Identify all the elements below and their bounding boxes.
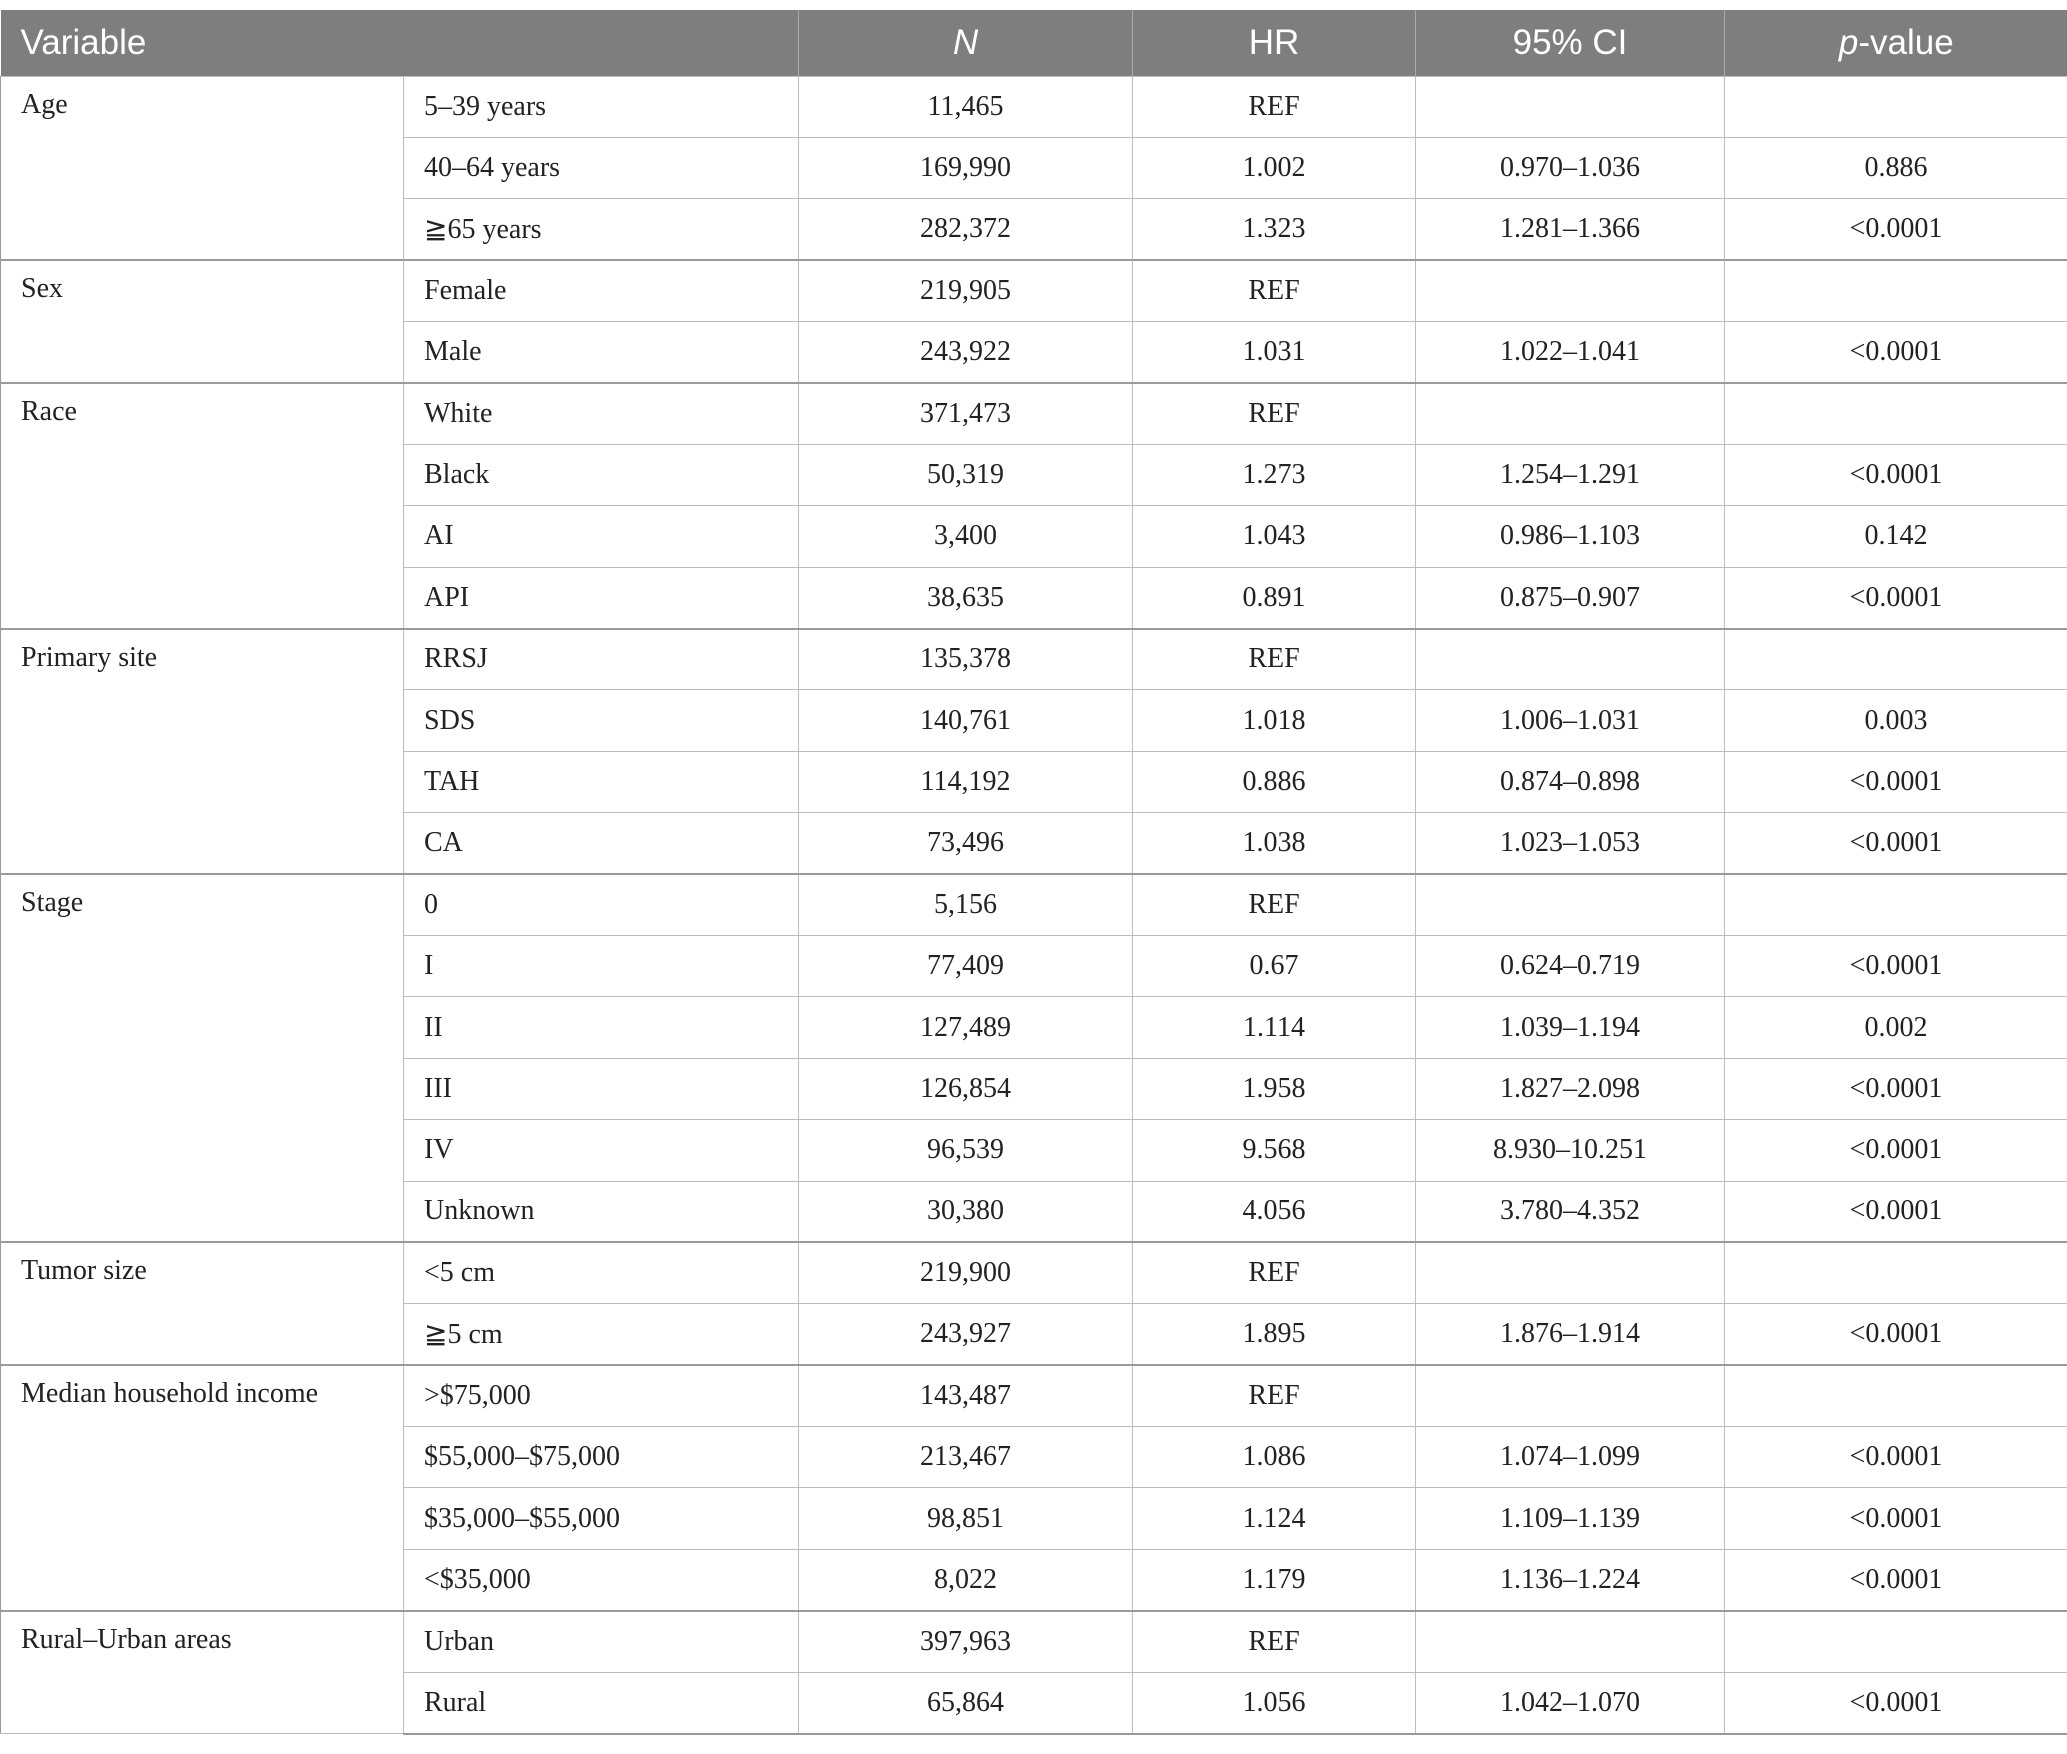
- hr-cell: 1.124: [1133, 1488, 1416, 1549]
- category-cell: Unknown: [404, 1181, 799, 1242]
- n-cell: 114,192: [799, 751, 1133, 812]
- table-row: [1, 260, 2067, 321]
- hr-cell: 1.038: [1133, 813, 1416, 874]
- ci-cell: 1.827–2.098: [1416, 1058, 1725, 1119]
- p-value-cell: <0.0001: [1725, 322, 2067, 383]
- hr-cell: 1.323: [1133, 199, 1416, 260]
- ci-cell: 1.876–1.914: [1416, 1304, 1725, 1365]
- variable-cell: Age: [1, 76, 404, 260]
- hr-cell: 0.886: [1133, 751, 1416, 812]
- category-cell: SDS: [404, 690, 799, 751]
- header-ci: 95% CI: [1416, 10, 1725, 76]
- header-n: [799, 10, 1133, 76]
- table-row: [1, 1365, 2067, 1426]
- n-cell: 3,400: [799, 506, 1133, 567]
- hr-cell: REF: [1133, 874, 1416, 935]
- ci-cell: [1416, 383, 1725, 444]
- n-cell: 77,409: [799, 935, 1133, 996]
- category-cell: <$35,000: [404, 1549, 799, 1610]
- p-value-cell: <0.0001: [1725, 935, 2067, 996]
- n-cell: 127,489: [799, 997, 1133, 1058]
- header-n-label: N: [952, 22, 979, 62]
- header-row: [1, 10, 2067, 76]
- table-row: [1, 76, 2067, 137]
- p-value-cell: [1725, 1242, 2067, 1303]
- ci-cell: [1416, 1242, 1725, 1303]
- header-p-suffix: -value: [1858, 22, 1954, 62]
- n-cell: 243,922: [799, 322, 1133, 383]
- category-cell: ≧5 cm: [404, 1304, 799, 1365]
- category-cell: ≧65 years: [404, 199, 799, 260]
- hr-cell: REF: [1133, 1242, 1416, 1303]
- hr-cell: 1.273: [1133, 444, 1416, 505]
- table-row: [1, 1242, 2067, 1303]
- category-cell: AI: [404, 506, 799, 567]
- variable-cell: Primary site: [1, 629, 404, 875]
- hr-cell: 4.056: [1133, 1181, 1416, 1242]
- header-p-value: [1725, 10, 2067, 76]
- hr-cell: 1.002: [1133, 137, 1416, 198]
- ci-cell: 0.970–1.036: [1416, 137, 1725, 198]
- p-value-cell: <0.0001: [1725, 1488, 2067, 1549]
- n-cell: 282,372: [799, 199, 1133, 260]
- hr-cell: 0.67: [1133, 935, 1416, 996]
- n-cell: 98,851: [799, 1488, 1133, 1549]
- n-cell: 135,378: [799, 629, 1133, 690]
- ci-cell: [1416, 629, 1725, 690]
- p-value-cell: <0.0001: [1725, 751, 2067, 812]
- p-value-cell: <0.0001: [1725, 1120, 2067, 1181]
- table-container: [0, 10, 2067, 1735]
- hr-cell: 9.568: [1133, 1120, 1416, 1181]
- n-cell: 219,900: [799, 1242, 1133, 1303]
- table-body: [1, 76, 2067, 1734]
- category-cell: $35,000–$55,000: [404, 1488, 799, 1549]
- n-cell: 8,022: [799, 1549, 1133, 1610]
- category-cell: TAH: [404, 751, 799, 812]
- n-cell: 5,156: [799, 874, 1133, 935]
- n-cell: 397,963: [799, 1611, 1133, 1672]
- category-cell: 5–39 years: [404, 76, 799, 137]
- n-cell: 65,864: [799, 1672, 1133, 1733]
- variable-cell: Race: [1, 383, 404, 629]
- category-cell: 0: [404, 874, 799, 935]
- p-value-cell: 0.002: [1725, 997, 2067, 1058]
- p-value-cell: <0.0001: [1725, 199, 2067, 260]
- header-p-italic: p: [1838, 22, 1859, 62]
- hr-cell: 1.018: [1133, 690, 1416, 751]
- n-cell: 169,990: [799, 137, 1133, 198]
- p-value-cell: [1725, 874, 2067, 935]
- p-value-cell: <0.0001: [1725, 1181, 2067, 1242]
- category-cell: III: [404, 1058, 799, 1119]
- category-cell: Female: [404, 260, 799, 321]
- n-cell: 11,465: [799, 76, 1133, 137]
- ci-cell: 1.074–1.099: [1416, 1427, 1725, 1488]
- header-hr: HR: [1133, 10, 1416, 76]
- table-row: [1, 629, 2067, 690]
- variable-cell: Median household income: [1, 1365, 404, 1611]
- category-cell: 40–64 years: [404, 137, 799, 198]
- table-header: [1, 10, 2067, 76]
- ci-cell: [1416, 1365, 1725, 1426]
- category-cell: Black: [404, 444, 799, 505]
- hr-cell: REF: [1133, 260, 1416, 321]
- p-value-cell: 0.142: [1725, 506, 2067, 567]
- category-cell: $55,000–$75,000: [404, 1427, 799, 1488]
- hr-cell: 1.114: [1133, 997, 1416, 1058]
- n-cell: 371,473: [799, 383, 1133, 444]
- hr-cell: 1.043: [1133, 506, 1416, 567]
- n-cell: 38,635: [799, 567, 1133, 628]
- category-cell: API: [404, 567, 799, 628]
- ci-cell: 1.006–1.031: [1416, 690, 1725, 751]
- variable-cell: Tumor size: [1, 1242, 404, 1365]
- n-cell: 96,539: [799, 1120, 1133, 1181]
- ci-cell: 1.023–1.053: [1416, 813, 1725, 874]
- n-cell: 126,854: [799, 1058, 1133, 1119]
- n-cell: 243,927: [799, 1304, 1133, 1365]
- ci-cell: 3.780–4.352: [1416, 1181, 1725, 1242]
- hr-cell: REF: [1133, 629, 1416, 690]
- p-value-cell: [1725, 383, 2067, 444]
- category-cell: RRSJ: [404, 629, 799, 690]
- variable-cell: Sex: [1, 260, 404, 383]
- category-cell: White: [404, 383, 799, 444]
- hr-cell: 1.958: [1133, 1058, 1416, 1119]
- p-value-cell: [1725, 76, 2067, 137]
- ci-cell: [1416, 874, 1725, 935]
- ci-cell: 1.039–1.194: [1416, 997, 1725, 1058]
- category-cell: >$75,000: [404, 1365, 799, 1426]
- ci-cell: 1.022–1.041: [1416, 322, 1725, 383]
- p-value-cell: <0.0001: [1725, 1427, 2067, 1488]
- hazard-ratio-table: [0, 10, 2067, 1735]
- category-cell: <5 cm: [404, 1242, 799, 1303]
- n-cell: 30,380: [799, 1181, 1133, 1242]
- category-cell: Urban: [404, 1611, 799, 1672]
- p-value-cell: <0.0001: [1725, 567, 2067, 628]
- category-cell: Rural: [404, 1672, 799, 1733]
- variable-cell: Stage: [1, 874, 404, 1242]
- category-cell: CA: [404, 813, 799, 874]
- ci-cell: 0.624–0.719: [1416, 935, 1725, 996]
- ci-cell: 0.875–0.907: [1416, 567, 1725, 628]
- ci-cell: 1.254–1.291: [1416, 444, 1725, 505]
- category-cell: II: [404, 997, 799, 1058]
- hr-cell: REF: [1133, 383, 1416, 444]
- ci-cell: 0.986–1.103: [1416, 506, 1725, 567]
- n-cell: 140,761: [799, 690, 1133, 751]
- n-cell: 219,905: [799, 260, 1133, 321]
- ci-cell: [1416, 76, 1725, 137]
- p-value-cell: [1725, 1365, 2067, 1426]
- ci-cell: 1.042–1.070: [1416, 1672, 1725, 1733]
- hr-cell: 1.179: [1133, 1549, 1416, 1610]
- table-row: [1, 1611, 2067, 1672]
- hr-cell: 1.895: [1133, 1304, 1416, 1365]
- ci-cell: 0.874–0.898: [1416, 751, 1725, 812]
- hr-cell: 1.086: [1133, 1427, 1416, 1488]
- p-value-cell: 0.003: [1725, 690, 2067, 751]
- p-value-cell: <0.0001: [1725, 1058, 2067, 1119]
- p-value-cell: [1725, 260, 2067, 321]
- p-value-cell: [1725, 1611, 2067, 1672]
- ci-cell: [1416, 260, 1725, 321]
- p-value-cell: 0.886: [1725, 137, 2067, 198]
- p-value-cell: <0.0001: [1725, 813, 2067, 874]
- ci-cell: 8.930–10.251: [1416, 1120, 1725, 1181]
- hr-cell: 1.056: [1133, 1672, 1416, 1733]
- n-cell: 73,496: [799, 813, 1133, 874]
- n-cell: 50,319: [799, 444, 1133, 505]
- category-cell: IV: [404, 1120, 799, 1181]
- table-row: [1, 874, 2067, 935]
- p-value-cell: [1725, 629, 2067, 690]
- p-value-cell: <0.0001: [1725, 1672, 2067, 1733]
- hr-cell: REF: [1133, 1365, 1416, 1426]
- category-cell: I: [404, 935, 799, 996]
- variable-cell: Rural–Urban areas: [1, 1611, 404, 1734]
- p-value-cell: <0.0001: [1725, 1549, 2067, 1610]
- ci-cell: [1416, 1611, 1725, 1672]
- n-cell: 143,487: [799, 1365, 1133, 1426]
- p-value-cell: <0.0001: [1725, 444, 2067, 505]
- ci-cell: 1.281–1.366: [1416, 199, 1725, 260]
- ci-cell: 1.136–1.224: [1416, 1549, 1725, 1610]
- n-cell: 213,467: [799, 1427, 1133, 1488]
- hr-cell: REF: [1133, 1611, 1416, 1672]
- p-value-cell: <0.0001: [1725, 1304, 2067, 1365]
- category-cell: Male: [404, 322, 799, 383]
- hr-cell: 0.891: [1133, 567, 1416, 628]
- table-row: [1, 383, 2067, 444]
- ci-cell: 1.109–1.139: [1416, 1488, 1725, 1549]
- hr-cell: REF: [1133, 76, 1416, 137]
- hr-cell: 1.031: [1133, 322, 1416, 383]
- header-variable: Variable: [1, 10, 799, 76]
